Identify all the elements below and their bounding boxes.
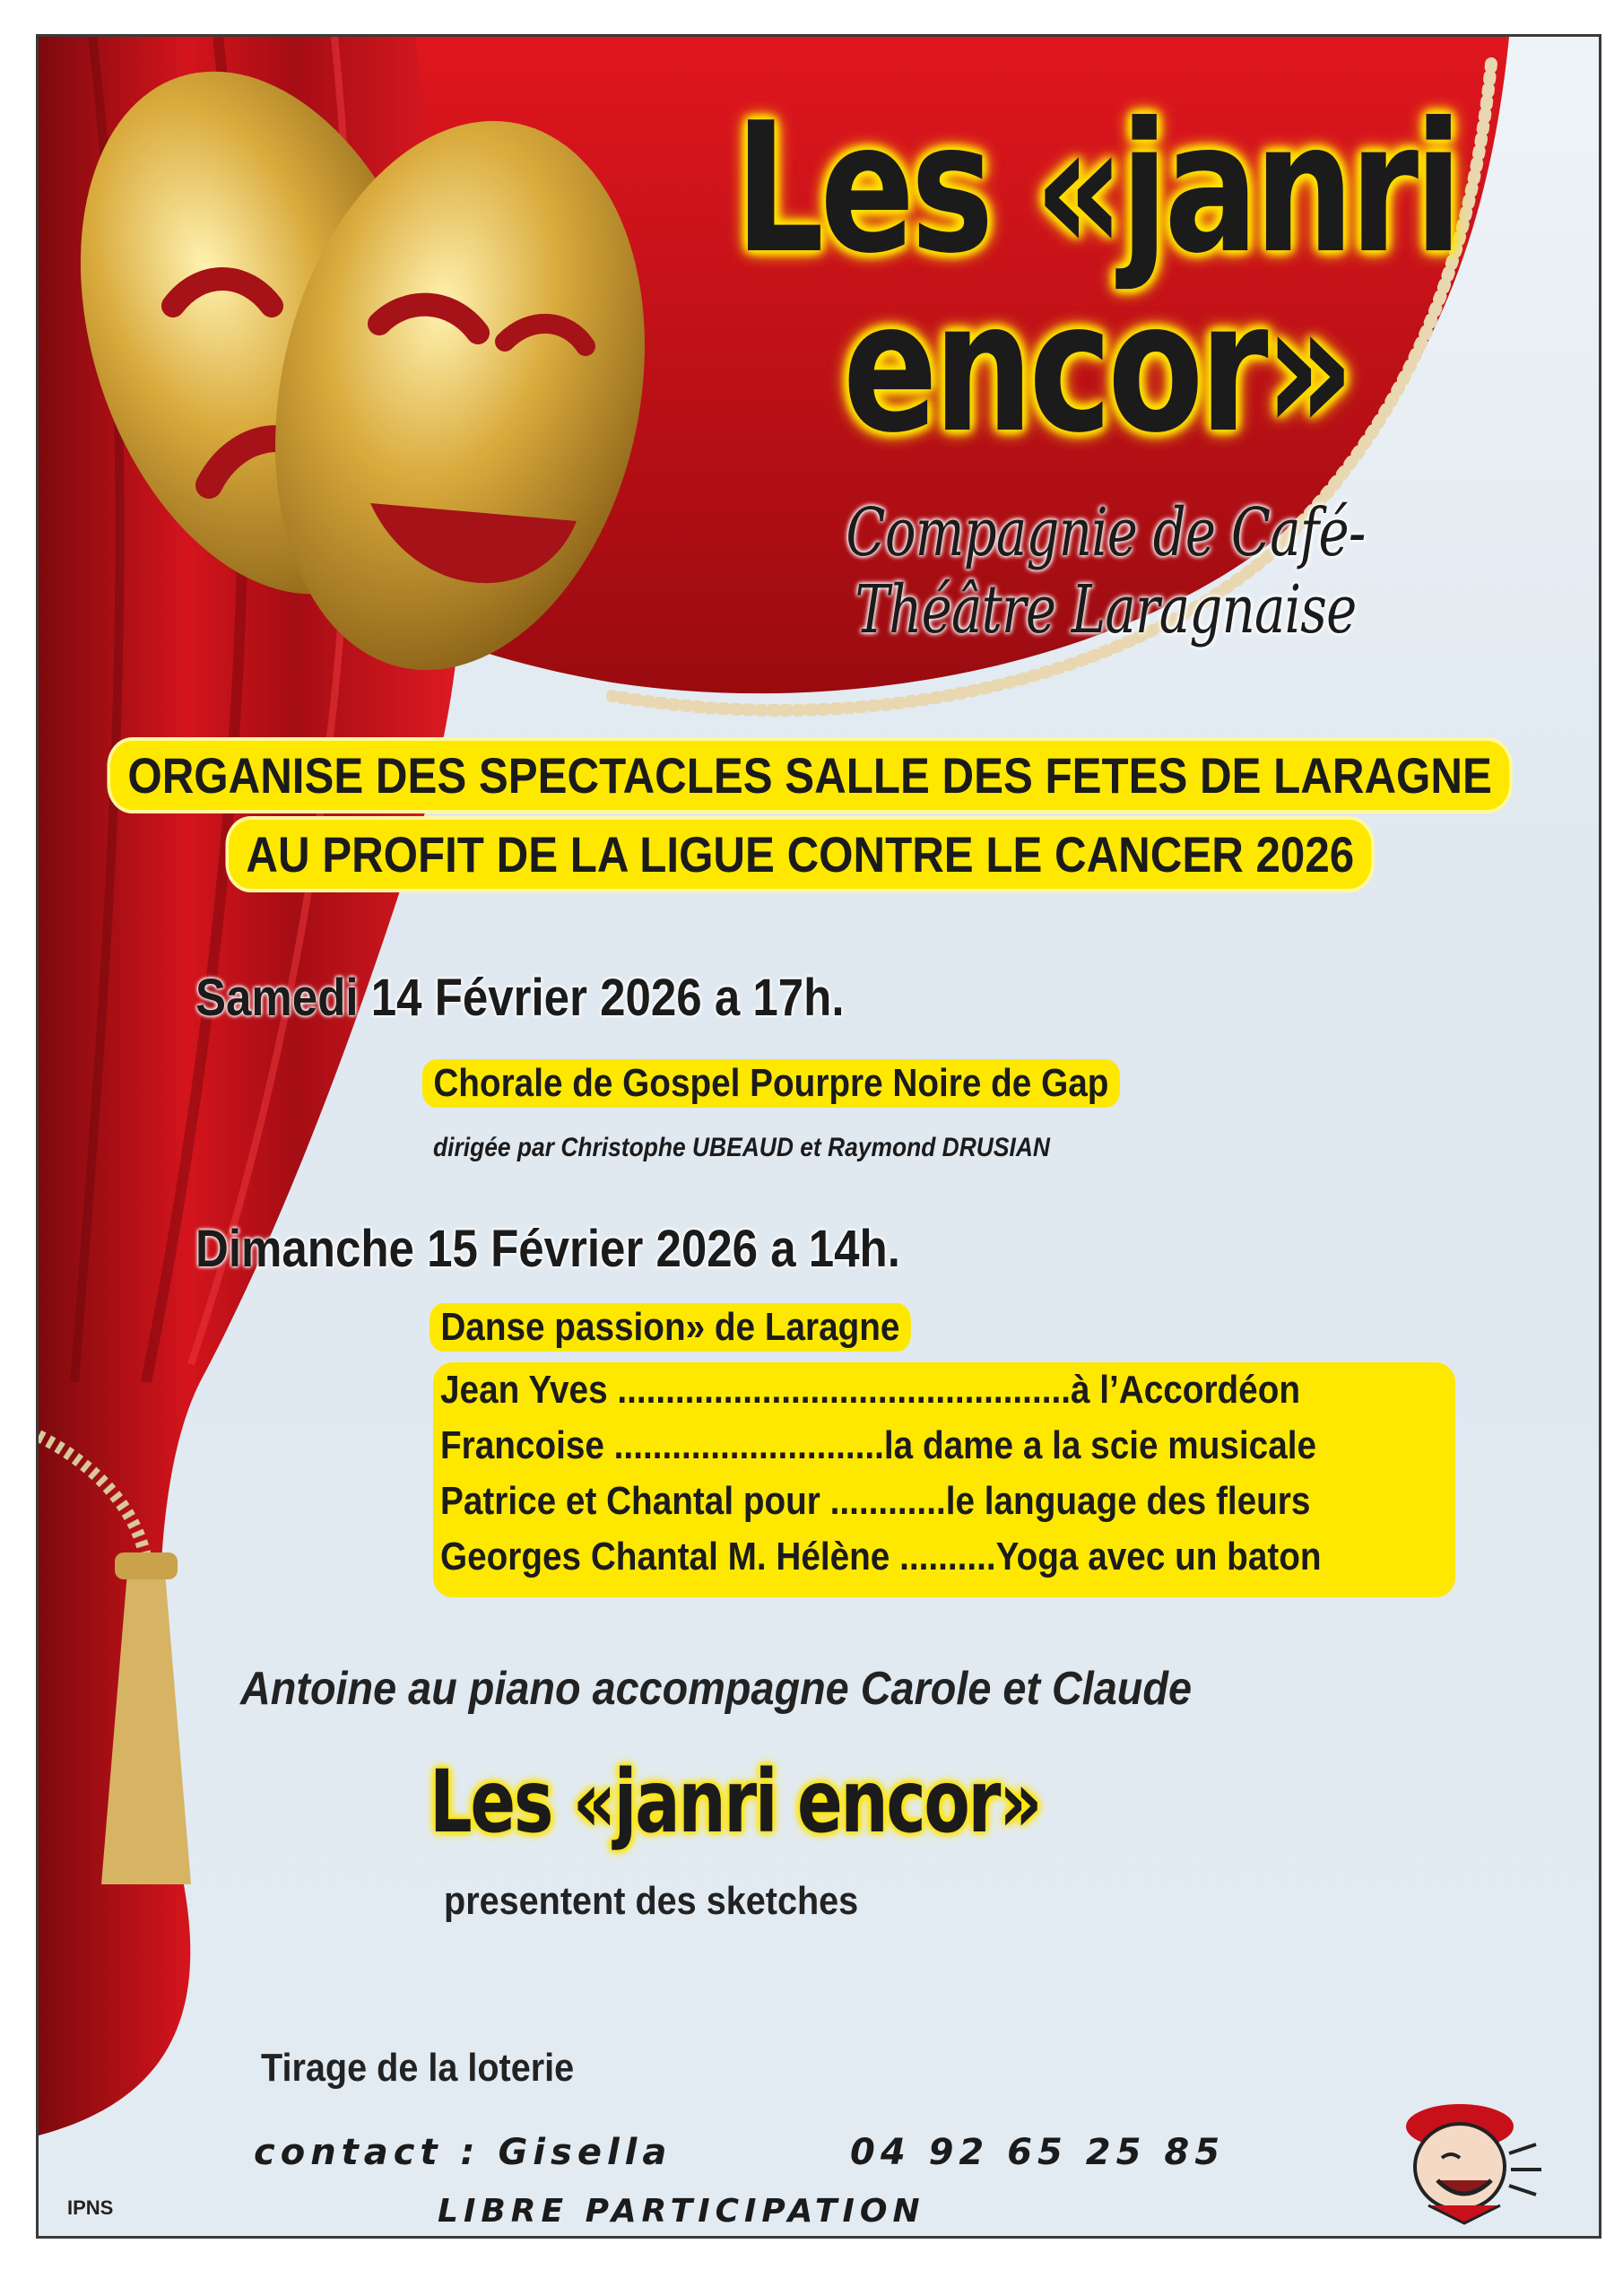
program-row: Georges Chantal M. Hélène ..........Yoga avec un baton [440,1535,1322,1578]
poster [36,34,1601,2239]
banner-line-1: ORGANISE DES SPECTACLES SALLE DES FETES DE LARAGNE [110,741,1509,810]
saturday-directors: dirigée par Christophe UBEAUD et Raymond DRUSIAN [433,1133,1050,1162]
main-title: Les «janri encor» [734,84,1459,473]
saturday-act: Chorale de Gospel Pourpre Noire de Gap [422,1059,1120,1108]
program-row: Francoise ............................la dame a la scie musicale [440,1423,1317,1467]
lottery-line: Tirage de la loterie [261,2046,575,2090]
saturday-date: Samedi 14 Février 2026 a 17h. [195,969,845,1027]
company-subtitle: Compagnie de Café-Théâtre Laragnaise [846,494,1366,648]
sunday-date: Dimanche 15 Février 2026 a 14h. [195,1220,900,1278]
program-row: Patrice et Chantal pour ............le language des fleurs [440,1479,1311,1523]
sketches-line: presentent des sketches [444,1879,859,1923]
troupe-title: Les «janri encor» [430,1752,1041,1852]
banner-line-2: AU PROFIT DE LA LIGUE CONTRE LE CANCER 2026 [229,820,1372,889]
program-row: Jean Yves ...............................................à l’Accordéon [440,1368,1301,1412]
sunday-intro: Danse passion» de Laragne [430,1303,911,1352]
piano-line: Antoine au piano accompagne Carole et Claude [240,1663,1193,1715]
ipns-mark: IPNS [67,2196,114,2219]
participation-note: LIBRE PARTICIPATION [438,2193,925,2230]
cartoon-face-icon [1375,2091,1590,2225]
contact-name: contact : Gisella [254,2132,673,2173]
contact-phone: 04 92 65 25 85 [850,2132,1226,2173]
